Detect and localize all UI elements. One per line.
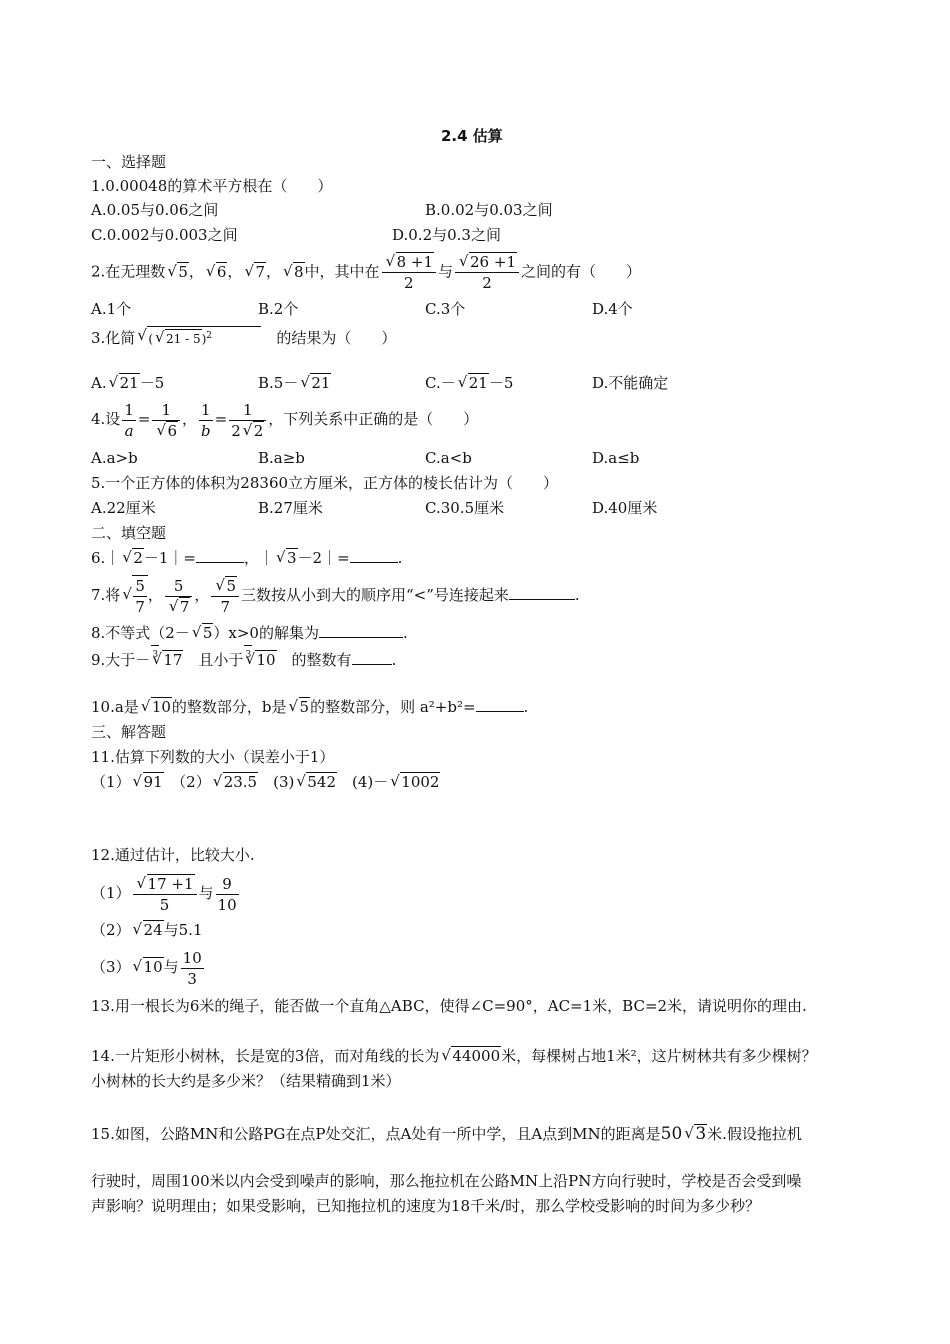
q2-option-b: B.2个 (258, 300, 299, 318)
question-9: 9.大于－ √ 3 17 且小于 √ 3 10 的整数有 . (91, 650, 396, 670)
question-3: 3.化简√ (√ 21 - 5)$^2$ 的结果为（ ） (91, 326, 396, 349)
q5-option-d: D.40厘米 (592, 499, 658, 517)
q12-part-3: （3）√ 10与 $\frac{10}{3}$ (91, 945, 206, 989)
answer-blank (476, 697, 524, 712)
question-8: 8.不等式（2－√ 5）x>0的解集为 . (91, 623, 408, 643)
question-10: 10.a是√ 10的整数部分，b是√ 5的整数部分，则 a²+b²= . (91, 697, 528, 717)
q3-option-a: A.√ 21－5 (91, 373, 164, 393)
q4-option-c: C.a<b (425, 449, 472, 467)
question-12: 12.通过估计，比较大小. (91, 846, 255, 864)
question-4: 4.设 $\frac{1}{a}$ = 1 √ 6 ， $\frac{1}{b}$ = $\frac{1}{2√ 2}$ ，下列关系中正确的是（ ） (91, 398, 478, 441)
answer-blank (509, 585, 575, 600)
question-7: 7.将 √ $\frac{5}{7}$ ， 5 √ 7 ， √ $\frac{5}{7}$ 三数按从小到大的顺序用“<”号连接起来 . (91, 573, 580, 617)
question-15-line-2: 行驶时，周围100米以内会受到噪声的影响，那么拖拉机在公路MN上沿PN方向行驶时，学校是否会受到噪 (91, 1172, 802, 1190)
question-2: 2.在无理数√ 5，√ 6，√ 7，√ 8中，其中在 √ $\frac{8 +1}{2}$ 与 √ $\frac{26 +1}{2}$ 之间的有（ ） (91, 252, 641, 293)
question-5: 5.一个正方体的体积为28360立方厘米，正方体的棱长估计为（ ） (91, 474, 559, 492)
section-heading-fill: 二、填空题 (91, 524, 167, 542)
q5-option-a: A.22厘米 (91, 499, 156, 517)
question-6: 6.｜√ 2－1｜= ，｜√ 3－2｜= . (91, 548, 402, 568)
answer-blank (196, 548, 244, 563)
q5-option-b: B.27厘米 (258, 499, 323, 517)
q3-option-d: D.不能确定 (592, 374, 669, 392)
question-13: 13.用一根长为6米的绳子，能否做一个直角△ABC，使得∠C=90°，AC=1米，BC=2米，请说明你的理由. (91, 997, 807, 1015)
q3-option-b: B.5－√ 21 (258, 373, 331, 393)
q4-option-a: A.a>b (91, 449, 138, 467)
q11-parts: （1）√ 91 （2）√ 23.5 (3)√ 542 (4)－√ 1002 (91, 772, 440, 792)
page-title: 2.4 估算 (441, 127, 503, 145)
question-14: 14.一片矩形小树林，长是宽的3倍，而对角线的长为√ 44000米，每棵树占地1米²，这片树林共有多少棵树？ (91, 1046, 817, 1066)
q2-fraction-1: √ $\frac{8 +1}{2}$ (382, 252, 436, 293)
question-1: 1.0.00048的算术平方根在（ ） (91, 177, 333, 195)
q2-option-d: D.4个 (592, 300, 633, 318)
section-heading-choice: 一、选择题 (91, 153, 167, 171)
q3-option-c: C.－√ 21－5 (425, 373, 513, 393)
q2-option-a: A.1个 (91, 300, 132, 318)
q12-part-2: （2）√ 24与5.1 (91, 920, 203, 940)
question-11: 11.估算下列数的大小（误差小于1） (91, 748, 335, 766)
q1-option-b: B.0.02与0.03之间 (425, 201, 553, 219)
question-15-line-3: 声影响？说明理由；如果受影响，已知拖拉机的速度为18千米/时，那么学校受影响的时间为多少秒？ (91, 1197, 761, 1215)
q1-option-c: C.0.002与0.003之间 (91, 226, 238, 244)
q2-fraction-2: √ $\frac{26 +1}{2}$ (455, 252, 519, 293)
q4-option-d: D.a≤b (592, 449, 640, 467)
answer-blank (319, 623, 403, 638)
q4-option-b: B.a≥b (258, 449, 305, 467)
q12-part-1: （1） √ $\frac{17 +1}{5}$ 与 $\frac{9}{10}$ (91, 871, 241, 915)
answer-blank (350, 548, 398, 563)
q5-option-c: C.30.5厘米 (425, 499, 505, 517)
q1-option-d: D.0.2与0.3之间 (392, 226, 501, 244)
q1-option-a: A.0.05与0.06之间 (91, 201, 219, 219)
answer-blank (352, 650, 392, 665)
question-14-line-2: 小树林的长大约是多少米？（结果精确到1米） (91, 1072, 401, 1090)
section-heading-answer: 三、解答题 (91, 723, 167, 741)
question-15: 15.如图，公路MN和公路PG在点P处交汇，点A处有一所中学，且A点到MN的距离是50√ 3米.假设拖拉机 (91, 1124, 802, 1144)
q2-option-c: C.3个 (425, 300, 466, 318)
